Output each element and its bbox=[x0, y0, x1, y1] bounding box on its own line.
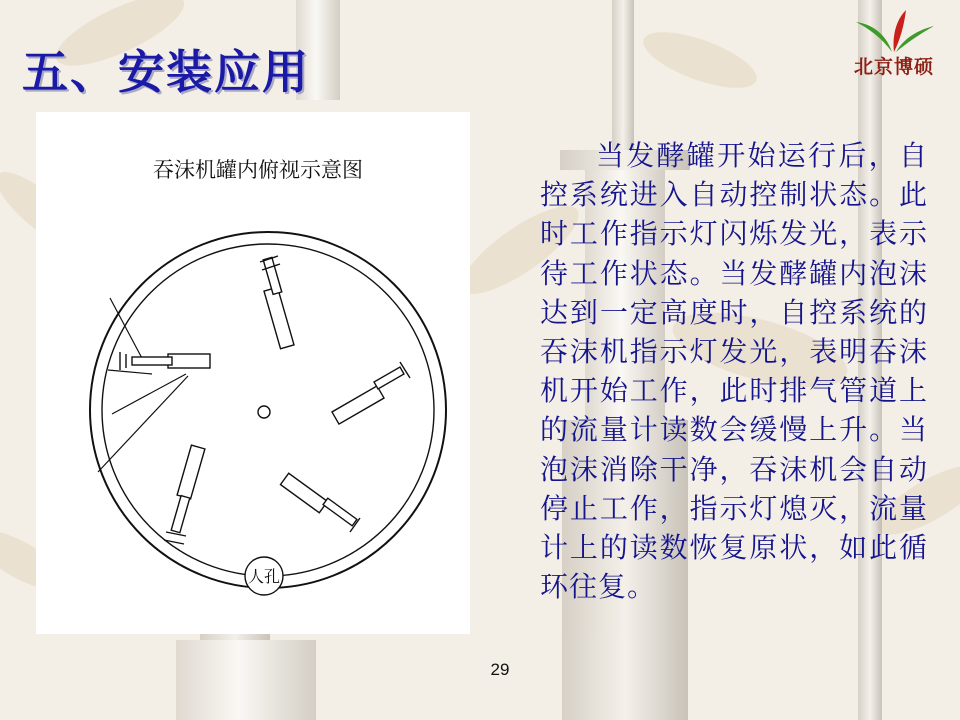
manhole-label: 人孔 bbox=[247, 567, 280, 586]
figure-panel bbox=[36, 112, 470, 634]
defoamer-unit-top bbox=[260, 256, 294, 349]
tank-top-view-diagram bbox=[36, 112, 470, 634]
rotor-center bbox=[258, 406, 270, 418]
defoamer-unit-bottom-right bbox=[280, 473, 360, 532]
defoamer-unit-bottom-left bbox=[164, 445, 205, 544]
body-paragraph: 当发酵罐开始运行后，自控系统进入自动控制状态。此时工作指示灯闪烁发光，表示待工作状态。当发酵罐内泡沫达到一定高度时，自控系统的吞沫机指示灯发光，表明吞沫机开始工作，此时排气管道上的流量计读数会缓慢上升。当泡沫消除干净，吞沫机会自动停止工作，指示灯熄灭，流量计上的读数恢复原状，如此循环往复。 bbox=[540, 139, 928, 604]
brand-logo-text: 北京博硕 bbox=[853, 56, 934, 78]
defoamer-unit-right bbox=[332, 362, 410, 424]
slide-title: 五、安装应用 bbox=[22, 45, 310, 99]
leaf-sprout-icon bbox=[852, 8, 936, 56]
brand-logo bbox=[838, 8, 950, 78]
page-number: 29 bbox=[490, 660, 510, 679]
figure-caption: 吞沫机罐内俯视示意图 bbox=[153, 158, 363, 182]
defoamer-unit-left bbox=[120, 352, 210, 370]
